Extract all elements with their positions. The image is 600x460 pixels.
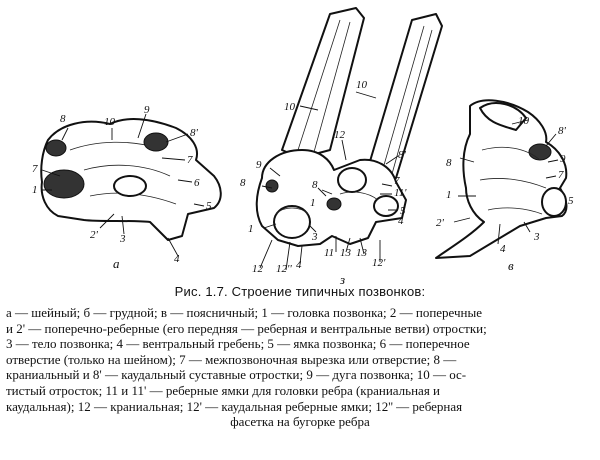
label-b-12-top: 12	[334, 129, 345, 141]
label-b-4-bottom: 4	[296, 259, 302, 271]
label-c-10: 10	[518, 115, 529, 127]
label-b-8prime: 8'	[398, 149, 406, 161]
label-b-4-right: 4	[398, 215, 404, 227]
label-a-7-left: 7	[32, 163, 38, 175]
label-a-4: 4	[174, 253, 180, 265]
legend-line-5: краниальный и 8' — каудальный суставные отростки; 9 — дуга позвонка; 10 — ос-	[6, 367, 467, 383]
label-b-13-b: 13	[356, 247, 367, 259]
label-c-8: 8	[446, 157, 452, 169]
label-b-5: 5	[400, 205, 406, 217]
vertebra-b-drawing	[257, 8, 442, 270]
label-c-1: 1	[446, 189, 452, 201]
label-a-3: 3	[120, 233, 126, 245]
label-a-5: 5	[206, 200, 212, 212]
caption-title: Рис. 1.7. Строение типичных позвонков:	[174, 284, 426, 299]
label-b-8-mid: 8	[312, 179, 318, 191]
label-c-2prime: 2'	[436, 217, 444, 229]
label-a-6: 6	[194, 177, 200, 189]
label-b-12-bottom: 12	[252, 263, 263, 275]
label-c-4: 4	[500, 243, 506, 255]
panel-label-c: в	[508, 258, 514, 273]
label-c-3: 3	[534, 231, 540, 243]
label-b-11prime: 11'	[394, 187, 407, 199]
label-b-9: 9	[256, 159, 262, 171]
legend-line-6: тистый отросток; 11 и 11' — реберные ямки для головки ребра (краниальная и	[6, 382, 441, 398]
legend-line-2: и 2' — поперечно-реберные (его передняя — реберная и вентральные ветви) отростки;	[6, 320, 487, 336]
label-b-13-a: 13	[340, 247, 351, 259]
label-c-8prime: 8'	[558, 125, 566, 137]
panel-label-b: з	[340, 272, 346, 285]
legend-line-4: отверстие (только на шейном); 7 — межпозвоночная вырезка или отверстие; 8 —	[6, 351, 457, 367]
label-b-10-left: 10	[284, 101, 295, 113]
label-b-1-mid: 1	[310, 197, 316, 209]
label-c-7: 7	[558, 169, 564, 181]
label-c-9: 9	[560, 153, 566, 165]
legend-line-8: фасетка на бугорке ребра	[230, 414, 370, 430]
legend-line-1: а — шейный; б — грудной; в — поясничный; 1 — головка позвонка; 2 — поперечные	[6, 305, 483, 320]
legend-line-7: каудальная); 12 — краниальная; 12' — каудальная реберные ямки; 12'' — реберная	[6, 398, 463, 414]
label-a-8prime: 8'	[190, 127, 198, 139]
legend-line-3: 3 — тело позвонка; 4 — вентральный гребень; 5 — ямка позвонка; 6 — поперечное	[6, 336, 470, 352]
label-b-3: 3	[312, 231, 318, 243]
label-a-1: 1	[32, 184, 38, 196]
panel-label-a: а	[113, 256, 120, 271]
label-a-2prime: 2'	[90, 229, 98, 241]
label-b-8-left: 8	[240, 177, 246, 189]
label-a-10: 10	[104, 116, 115, 128]
label-a-7-right: 7	[187, 154, 193, 166]
vertebra-c-drawing	[436, 100, 566, 258]
label-c-5: 5	[568, 195, 574, 207]
label-b-11: 11	[324, 247, 335, 259]
label-b-7: 7	[394, 175, 400, 187]
label-b-10-right: 10	[356, 79, 367, 91]
figure-caption	[6, 284, 594, 460]
label-b-12double: 12''	[276, 263, 292, 275]
label-b-12prime: 12'	[372, 257, 386, 269]
label-a-8: 8	[60, 113, 66, 125]
label-a-9: 9	[144, 104, 150, 116]
label-b-1-left: 1	[248, 223, 254, 235]
